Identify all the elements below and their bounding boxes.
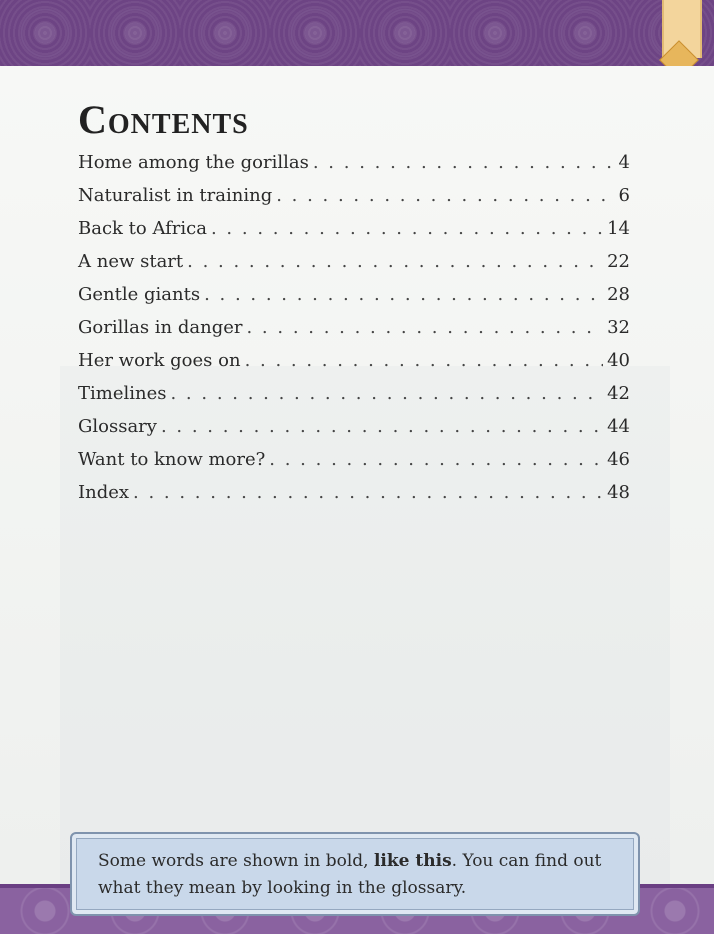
toc-entry-page: 4 bbox=[618, 152, 630, 173]
toc-entry-page: 22 bbox=[607, 251, 630, 272]
dot-leader bbox=[269, 449, 603, 470]
toc-entry-label: Gorillas in danger bbox=[78, 317, 243, 338]
glossary-note-box bbox=[70, 832, 640, 916]
dot-leader bbox=[187, 251, 603, 272]
table-of-contents bbox=[78, 152, 630, 515]
dot-leader bbox=[161, 416, 603, 437]
toc-entry-label: Gentle giants bbox=[78, 284, 201, 305]
dot-leader bbox=[276, 185, 614, 206]
dot-leader bbox=[211, 218, 603, 239]
toc-entry-label: Index bbox=[78, 482, 130, 503]
toc-entry[interactable] bbox=[78, 284, 630, 317]
toc-entry[interactable] bbox=[78, 482, 630, 515]
dot-leader bbox=[313, 152, 615, 173]
toc-entry[interactable] bbox=[78, 383, 630, 416]
dot-leader bbox=[133, 482, 603, 503]
dot-leader bbox=[170, 383, 603, 404]
glossary-note-text bbox=[98, 848, 618, 902]
toc-entry-page: 32 bbox=[607, 317, 630, 338]
toc-entry-page: 28 bbox=[607, 284, 630, 305]
toc-entry[interactable] bbox=[78, 218, 630, 251]
toc-entry[interactable] bbox=[78, 251, 630, 284]
toc-entry-label: Naturalist in training bbox=[78, 185, 273, 206]
dot-leader bbox=[204, 284, 603, 305]
toc-entry-label: A new start bbox=[78, 251, 184, 272]
top-decorative-band bbox=[0, 0, 714, 66]
toc-entry-label: Want to know more? bbox=[78, 449, 266, 470]
toc-entry-label: Glossary bbox=[78, 416, 157, 437]
toc-entry-page: 14 bbox=[607, 218, 630, 239]
dot-leader bbox=[246, 317, 603, 338]
note-text-after: . You can find out what they mean by looking in the glossary. bbox=[98, 851, 602, 898]
toc-entry-label: Timelines bbox=[78, 383, 167, 404]
note-text-before: Some words are shown in bold, bbox=[98, 851, 374, 871]
toc-entry-page: 40 bbox=[607, 350, 630, 371]
toc-entry-label: Her work goes on bbox=[78, 350, 241, 371]
toc-entry[interactable] bbox=[78, 350, 630, 383]
toc-entry[interactable] bbox=[78, 317, 630, 350]
toc-entry[interactable] bbox=[78, 185, 630, 218]
toc-entry-page: 6 bbox=[618, 185, 630, 206]
page-title: Contents bbox=[78, 97, 249, 142]
toc-entry[interactable] bbox=[78, 152, 630, 185]
toc-entry-page: 42 bbox=[607, 383, 630, 404]
note-bold-example: like this bbox=[373, 851, 452, 871]
toc-entry-label: Home among the gorillas bbox=[78, 152, 309, 173]
toc-entry-page: 48 bbox=[607, 482, 630, 503]
toc-entry-page: 44 bbox=[607, 416, 630, 437]
toc-entry[interactable] bbox=[78, 416, 630, 449]
dot-leader bbox=[245, 350, 604, 371]
toc-entry-page: 46 bbox=[607, 449, 630, 470]
toc-entry-label: Back to Africa bbox=[78, 218, 207, 239]
toc-entry[interactable] bbox=[78, 449, 630, 482]
